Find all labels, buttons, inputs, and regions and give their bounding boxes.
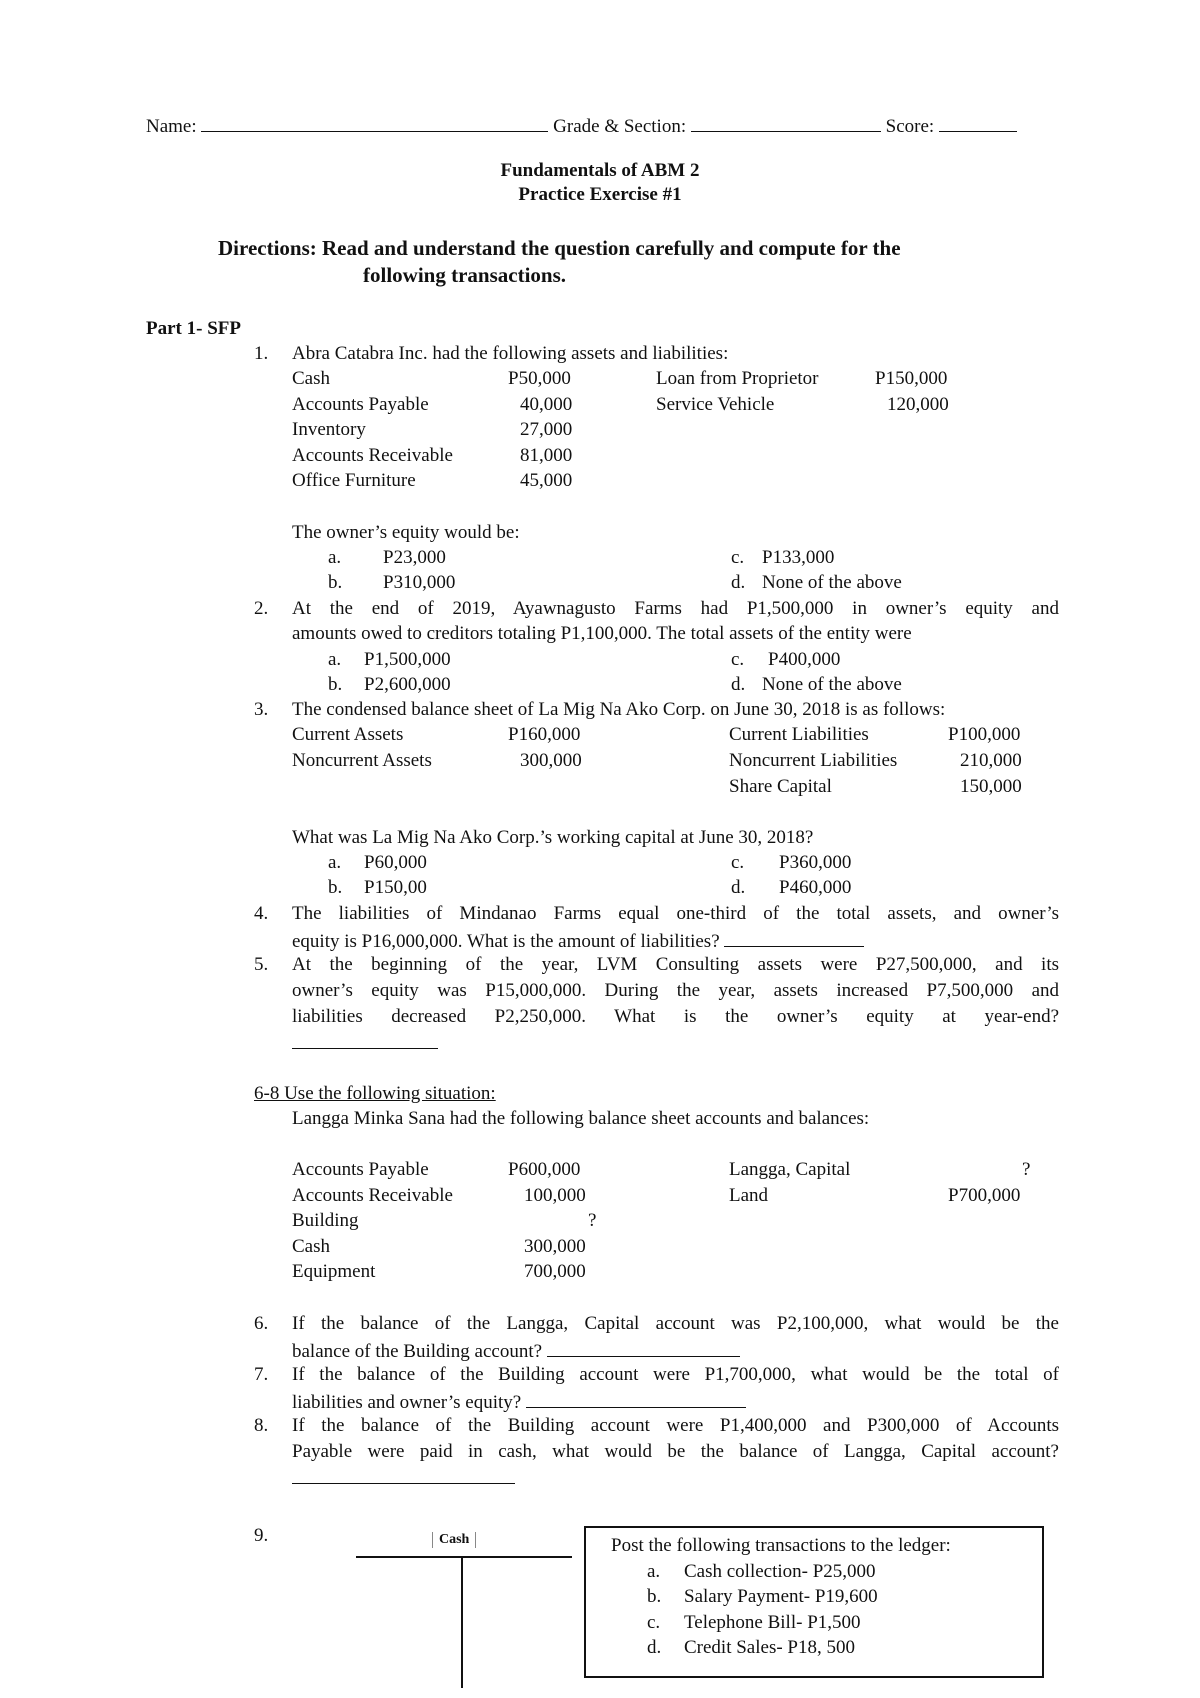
q3-item-value: 150,000 <box>960 776 1022 797</box>
name-field <box>146 113 1017 138</box>
q5-line1: At the beginning of the year, LVM Consulting assets were P27,500,000, and its <box>292 954 1059 975</box>
q3-item-value: P100,000 <box>948 724 1021 745</box>
q7-number: 7. <box>254 1364 269 1385</box>
q1-item-value: 120,000 <box>887 394 949 415</box>
q7-line2-wrap <box>292 1389 746 1414</box>
q1-item-value: 27,000 <box>520 419 573 440</box>
q3-question: What was La Mig Na Ako Corp.’s working capital at June 30, 2018? <box>292 827 814 848</box>
q1-item-value: 45,000 <box>520 470 573 491</box>
q1-item-value: P150,000 <box>875 368 948 389</box>
choice-letter: a. <box>328 649 342 670</box>
choice-text: P23,000 <box>383 547 446 568</box>
choice-text: P360,000 <box>779 852 852 873</box>
situation-item-label: Cash <box>292 1236 330 1257</box>
name-blank[interactable] <box>201 113 548 132</box>
q8-answer-blank[interactable] <box>292 1465 515 1484</box>
situation-item-value: P600,000 <box>508 1159 581 1180</box>
situation-item-value: P700,000 <box>948 1185 1021 1206</box>
transaction-letter: b. <box>647 1586 662 1607</box>
choice-letter: b. <box>328 572 343 593</box>
q3-item-label: Current Liabilities <box>729 724 869 745</box>
instruction-title: Post the following transactions to the ledger: <box>611 1535 951 1556</box>
choice-letter: d. <box>731 674 746 695</box>
q6-answer-blank[interactable] <box>547 1338 740 1357</box>
ledger-horizontal-line <box>356 1556 572 1558</box>
q2-line2: amounts owed to creditors totaling P1,100,000. The total assets of the entity were <box>292 623 912 644</box>
ledger-vertical-line <box>461 1556 463 1688</box>
transaction-text: Telephone Bill- P1,500 <box>684 1612 861 1633</box>
choice-letter: d. <box>731 877 746 898</box>
situation-item-value: 100,000 <box>524 1185 586 1206</box>
choice-text: P400,000 <box>768 649 841 670</box>
q5-line2: owner’s equity was P15,000,000. During the year, assets increased P7,500,000 and <box>292 980 1059 1001</box>
q1-number: 1. <box>254 343 269 364</box>
q2-line1: At the end of 2019, Ayawnagusto Farms had P1,500,000 in owner’s equity and <box>292 598 1059 619</box>
q7-line2: liabilities and owner’s equity? <box>292 1392 522 1413</box>
choice-text: P460,000 <box>779 877 852 898</box>
q1-item-label: Cash <box>292 368 330 389</box>
q6-line2: balance of the Building account? <box>292 1341 543 1362</box>
q1-question: The owner’s equity would be: <box>292 522 520 543</box>
q3-item-value: 210,000 <box>960 750 1022 771</box>
transaction-letter: a. <box>647 1561 661 1582</box>
choice-text: None of the above <box>762 572 902 593</box>
q7-line1: If the balance of the Building account were P1,700,000, what would be the total of <box>292 1364 1059 1385</box>
situation-item-value: ? <box>588 1210 597 1231</box>
choice-letter: b. <box>328 674 343 695</box>
situation-item-label: Equipment <box>292 1261 376 1282</box>
transaction-text: Credit Sales- P18, 500 <box>684 1637 855 1658</box>
q6-line1: If the balance of the Langga, Capital account was P2,100,000, what would be the <box>292 1313 1059 1334</box>
choice-letter: a. <box>328 547 342 568</box>
situation-item-label: Accounts Receivable <box>292 1185 453 1206</box>
q1-item-label: Inventory <box>292 419 366 440</box>
directions-line1: Directions: Read and understand the question carefully and compute for the <box>218 236 901 260</box>
ledger-title: Cash <box>432 1532 476 1548</box>
q1-item-label: Office Furniture <box>292 470 416 491</box>
choice-letter: c. <box>731 649 745 670</box>
choice-letter: b. <box>328 877 343 898</box>
q8-answer-wrap <box>292 1465 515 1490</box>
choice-text: P133,000 <box>762 547 835 568</box>
q1-text: Abra Catabra Inc. had the following assets and liabilities: <box>292 343 729 364</box>
q3-item-label: Noncurrent Assets <box>292 750 432 771</box>
q8-number: 8. <box>254 1415 269 1436</box>
q4-line2-wrap <box>292 928 864 953</box>
q3-item-label: Noncurrent Liabilities <box>729 750 898 771</box>
q5-answer-wrap <box>292 1030 438 1055</box>
q3-text: The condensed balance sheet of La Mig Na Ako Corp. on June 30, 2018 is as follows: <box>292 699 946 720</box>
choice-text: P310,000 <box>383 572 456 593</box>
q7-answer-blank[interactable] <box>526 1389 746 1408</box>
q1-item-label: Loan from Proprietor <box>656 368 819 389</box>
transaction-text: Salary Payment- P19,600 <box>684 1586 878 1607</box>
q5-answer-blank[interactable] <box>292 1030 438 1049</box>
choice-letter: c. <box>731 547 745 568</box>
situation-item-label: Building <box>292 1210 359 1231</box>
choice-text: None of the above <box>762 674 902 695</box>
q3-item-value: P160,000 <box>508 724 581 745</box>
transaction-text: Cash collection- P25,000 <box>684 1561 876 1582</box>
choice-text: P60,000 <box>364 852 427 873</box>
q4-number: 4. <box>254 903 269 924</box>
q4-line2: equity is P16,000,000. What is the amount of liabilities? <box>292 931 720 952</box>
q3-item-value: 300,000 <box>520 750 582 771</box>
choice-text: P150,00 <box>364 877 427 898</box>
choice-letter: a. <box>328 852 342 873</box>
q9-number: 9. <box>254 1525 269 1546</box>
choice-letter: d. <box>731 572 746 593</box>
q8-line2: Payable were paid in cash, what would be the balance of Langga, Capital account? <box>292 1441 1059 1462</box>
q1-item-label: Service Vehicle <box>656 394 775 415</box>
q1-item-value: P50,000 <box>508 368 571 389</box>
q5-line3: liabilities decreased P2,250,000. What is the owner’s equity at year-end? <box>292 1006 1059 1027</box>
q6-number: 6. <box>254 1313 269 1334</box>
situation-item-value: 300,000 <box>524 1236 586 1257</box>
q1-item-label: Accounts Payable <box>292 394 429 415</box>
q4-line1: The liabilities of Mindanao Farms equal one-third of the total assets, and owner’s <box>292 903 1059 924</box>
q2-number: 2. <box>254 598 269 619</box>
situation-item-label: Land <box>729 1185 769 1206</box>
choice-letter: c. <box>731 852 745 873</box>
q3-number: 3. <box>254 699 269 720</box>
q4-answer-blank[interactable] <box>724 928 864 947</box>
q1-item-value: 81,000 <box>520 445 573 466</box>
q5-number: 5. <box>254 954 269 975</box>
q3-item-label: Share Capital <box>729 776 832 797</box>
q1-item-label: Accounts Receivable <box>292 445 453 466</box>
situation-item-label: Accounts Payable <box>292 1159 429 1180</box>
score-label: Score: <box>885 116 935 137</box>
q8-line1: If the balance of the Building account were P1,400,000 and P300,000 of Accounts <box>292 1415 1059 1436</box>
q6-line2-wrap <box>292 1338 740 1363</box>
title-exercise: Practice Exercise #1 <box>518 184 682 205</box>
choice-text: P1,500,000 <box>364 649 451 670</box>
score-blank[interactable] <box>939 113 1017 132</box>
situation-item-label: Langga, Capital <box>729 1159 851 1180</box>
situation-item-value: ? <box>1022 1159 1031 1180</box>
situation-title: 6-8 Use the following situation: <box>254 1083 496 1104</box>
q1-item-value: 40,000 <box>520 394 573 415</box>
directions-line2: following transactions. <box>363 263 567 287</box>
situation-item-value: 700,000 <box>524 1261 586 1282</box>
part1-heading: Part 1- SFP <box>146 318 241 339</box>
name-label: Name: <box>146 116 197 137</box>
transaction-letter: d. <box>647 1637 662 1658</box>
grade-blank[interactable] <box>691 113 881 132</box>
q3-item-label: Current Assets <box>292 724 404 745</box>
choice-text: P2,600,000 <box>364 674 451 695</box>
grade-label: Grade & Section: <box>553 116 687 137</box>
transaction-letter: c. <box>647 1612 661 1633</box>
situation-text: Langga Minka Sana had the following balance sheet accounts and balances: <box>292 1108 870 1129</box>
title-subject: Fundamentals of ABM 2 <box>500 160 700 181</box>
